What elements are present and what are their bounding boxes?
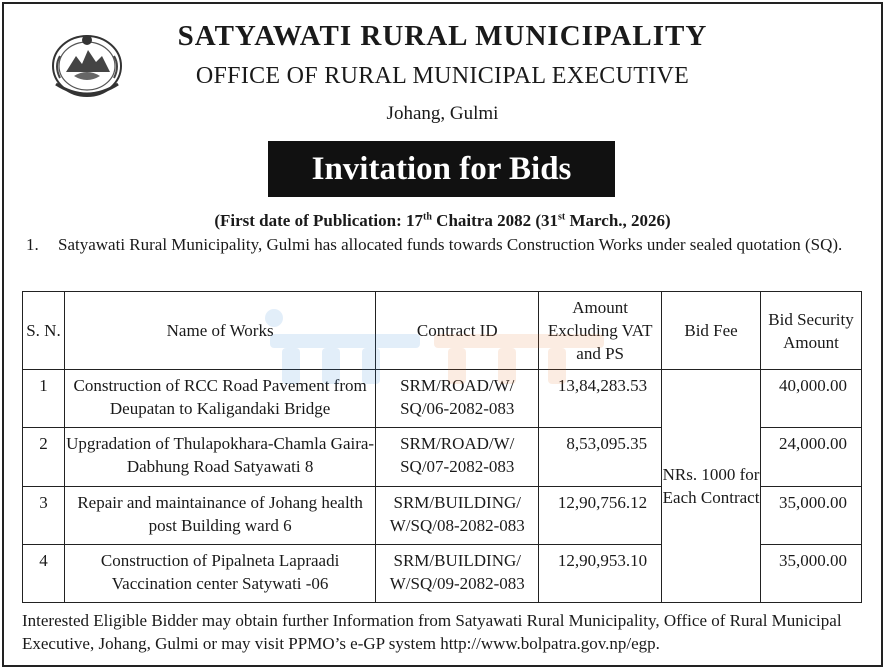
header-contract-id: Contract ID — [376, 292, 539, 370]
row-amount: 8,53,095.35 — [539, 428, 662, 486]
row-bid-security: 35,000.00 — [761, 544, 862, 602]
municipality-name: SATYAWATI RURAL MUNICIPALITY — [177, 20, 708, 52]
row-sn: 1 — [23, 370, 65, 428]
nepal-government-emblem-icon — [46, 26, 128, 102]
publication-date: (First date of Publication: 17th Chaitra 2082 (31st March., 2026) — [214, 211, 671, 230]
row-contract-id: SRM/BUILDING/ W/SQ/09-2082-083 — [376, 544, 539, 602]
notice-title-banner: Invitation for Bids — [268, 141, 615, 197]
row-bid-security: 40,000.00 — [761, 370, 862, 428]
row-bid-security: 35,000.00 — [761, 486, 862, 544]
row-bid-security: 24,000.00 — [761, 428, 862, 486]
works-table — [22, 291, 862, 603]
header-bid-security: Bid Security Amount — [761, 292, 862, 370]
row-name-of-works: Construction of RCC Road Pavement from Deupatan to Kaligandaki Bridge — [64, 370, 375, 428]
footer-note: Interested Eligible Bidder may obtain further Information from Satyawati Rural Municipality, Office of Rural Municipal Executive, Johang, Gulmi or may visit PPMO’s e-GP system http://www.bolpatra.gov.np/egp. — [22, 611, 842, 653]
intro-number: 1. — [26, 235, 39, 254]
row-amount: 13,84,283.53 — [539, 370, 662, 428]
row-contract-id: SRM/ROAD/W/ SQ/06-2082-083 — [376, 370, 539, 428]
header-amount: Amount Excluding VAT and PS — [539, 292, 662, 370]
header-bid-fee: Bid Fee — [662, 292, 761, 370]
intro-text: Satyawati Rural Municipality, Gulmi has allocated funds towards Construction Works under sealed quotation (SQ). — [58, 235, 843, 254]
row-sn: 3 — [23, 486, 65, 544]
row-name-of-works: Upgradation of Thulapokhara-Chamla Gaira-Dabhung Road Satyawati 8 — [64, 428, 375, 486]
intro-paragraph — [26, 233, 862, 257]
row-amount: 12,90,756.12 — [539, 486, 662, 544]
row-amount: 12,90,953.10 — [539, 544, 662, 602]
table-header-row — [23, 292, 862, 370]
row-sn: 4 — [23, 544, 65, 602]
office-name: OFFICE OF RURAL MUNICIPAL EXECUTIVE — [195, 63, 690, 89]
row-contract-id: SRM/ROAD/W/ SQ/07-2082-083 — [376, 428, 539, 486]
row-sn: 2 — [23, 428, 65, 486]
table-row — [23, 370, 862, 428]
row-contract-id: SRM/BUILDING/ W/SQ/08-2082-083 — [376, 486, 539, 544]
bid-fee-cell: NRs. 1000 for Each Contract — [662, 370, 761, 603]
row-name-of-works: Construction of Pipalneta Lapraadi Vaccination center Satywati -06 — [64, 544, 375, 602]
header-sn: S. N. — [23, 292, 65, 370]
office-location: Johang, Gulmi — [386, 103, 499, 124]
header-name-of-works: Name of Works — [64, 292, 375, 370]
row-name-of-works: Repair and maintainance of Johang health post Building ward 6 — [64, 486, 375, 544]
